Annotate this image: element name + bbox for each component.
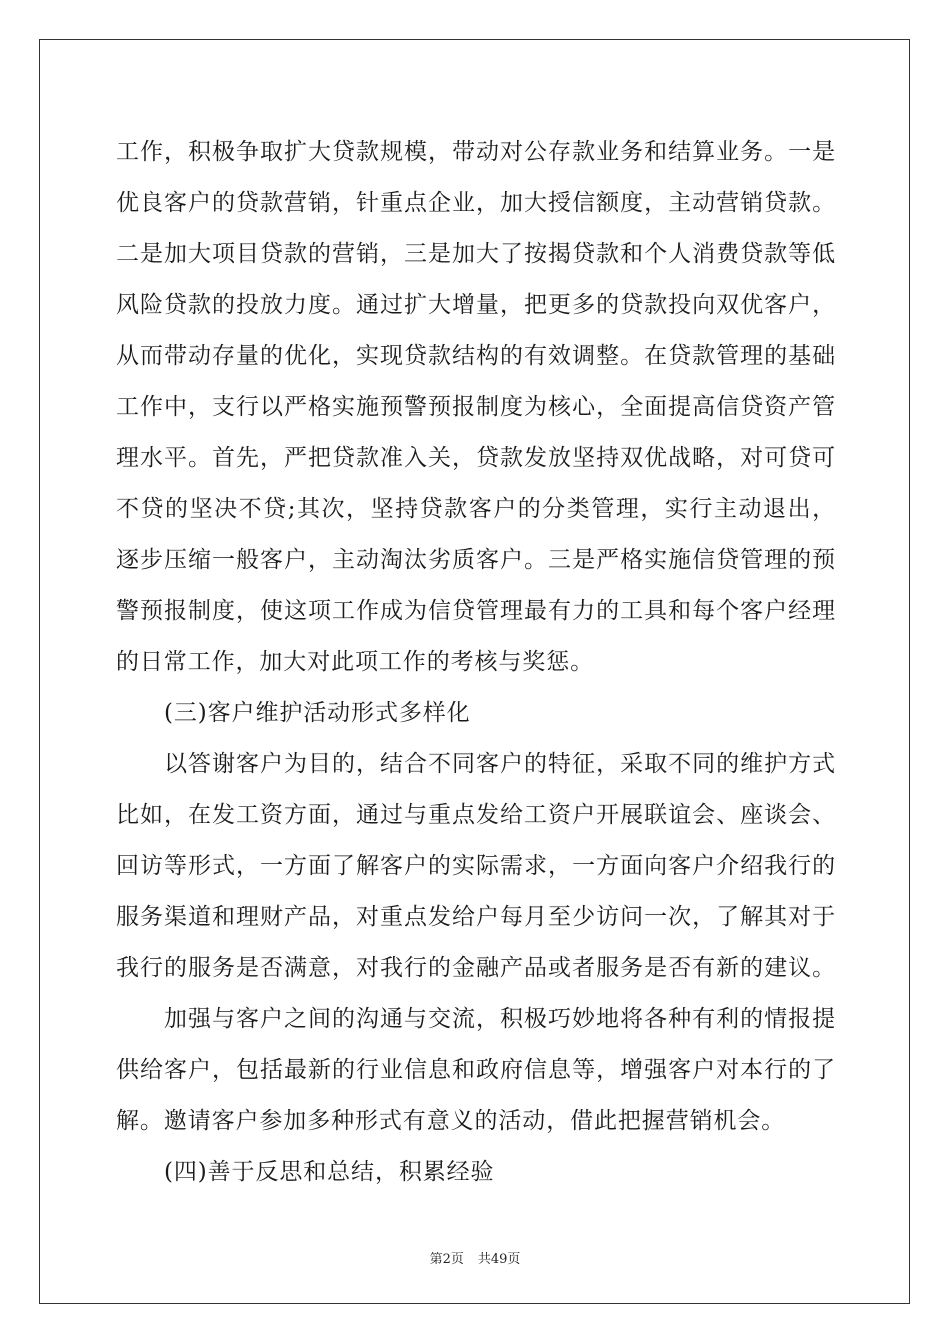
text-line: 回访等形式，一方面了解客户的实际需求，一方面向客户介绍我行的 <box>116 853 836 879</box>
text-line: 理水平。首先，严把贷款准入关，贷款发放坚持双优战略，对可贷可 <box>116 445 836 471</box>
text-line: 不贷的坚决不贷;其次，坚持贷款客户的分类管理，实行主动退出， <box>116 496 836 522</box>
page-number: 第2页 <box>429 1252 464 1267</box>
text-line: 风险贷款的投放力度。通过扩大增量，把更多的贷款投向双优客户， <box>116 292 836 318</box>
text-line: 我行的服务是否满意，对我行的金融产品或者服务是否有新的建议。 <box>116 955 836 981</box>
text-line: 服务渠道和理财产品，对重点发给户每月至少访问一次，了解其对于 <box>116 904 836 930</box>
text-line: 工作中，支行以严格实施预警预报制度为核心，全面提高信贷资产管 <box>116 394 836 420</box>
text-line: 供给客户，包括最新的行业信息和政府信息等，增强客户对本行的了 <box>116 1057 836 1083</box>
text-line: 比如，在发工资方面，通过与重点发给工资户开展联谊会、座谈会、 <box>116 802 836 828</box>
text-line: 工作，积极争取扩大贷款规模，带动对公存款业务和结算业务。一是 <box>116 139 836 165</box>
page-footer <box>0 1248 950 1267</box>
document-body <box>116 127 836 1198</box>
text-line: 优良客户的贷款营销，针重点企业，加大授信额度，主动营销贷款。 <box>116 190 836 216</box>
section-heading-4: (四)善于反思和总结，积累经验 <box>164 1159 495 1185</box>
text-line: 二是加大项目贷款的营销，三是加大了按揭贷款和个人消费贷款等低 <box>116 241 836 267</box>
text-line: 的日常工作，加大对此项工作的考核与奖惩。 <box>116 649 594 675</box>
section-heading-3: (三)客户维护活动形式多样化 <box>164 700 471 726</box>
text-line: 加强与客户之间的沟通与交流，积极巧妙地将各种有利的情报提 <box>164 1006 836 1032</box>
text-line: 解。邀请客户参加多种形式有意义的活动，借此把握营销机会。 <box>116 1108 786 1134</box>
text-line: 逐步压缩一般客户，主动淘汰劣质客户。三是严格实施信贷管理的预 <box>116 547 836 573</box>
text-line: 以答谢客户为目的，结合不同客户的特征，采取不同的维护方式 <box>164 751 836 777</box>
page-total: 共49页 <box>477 1252 521 1267</box>
text-line: 警预报制度，使这项工作成为信贷管理最有力的工具和每个客户经理 <box>116 598 836 624</box>
text-line: 从而带动存量的优化，实现贷款结构的有效调整。在贷款管理的基础 <box>116 343 836 369</box>
